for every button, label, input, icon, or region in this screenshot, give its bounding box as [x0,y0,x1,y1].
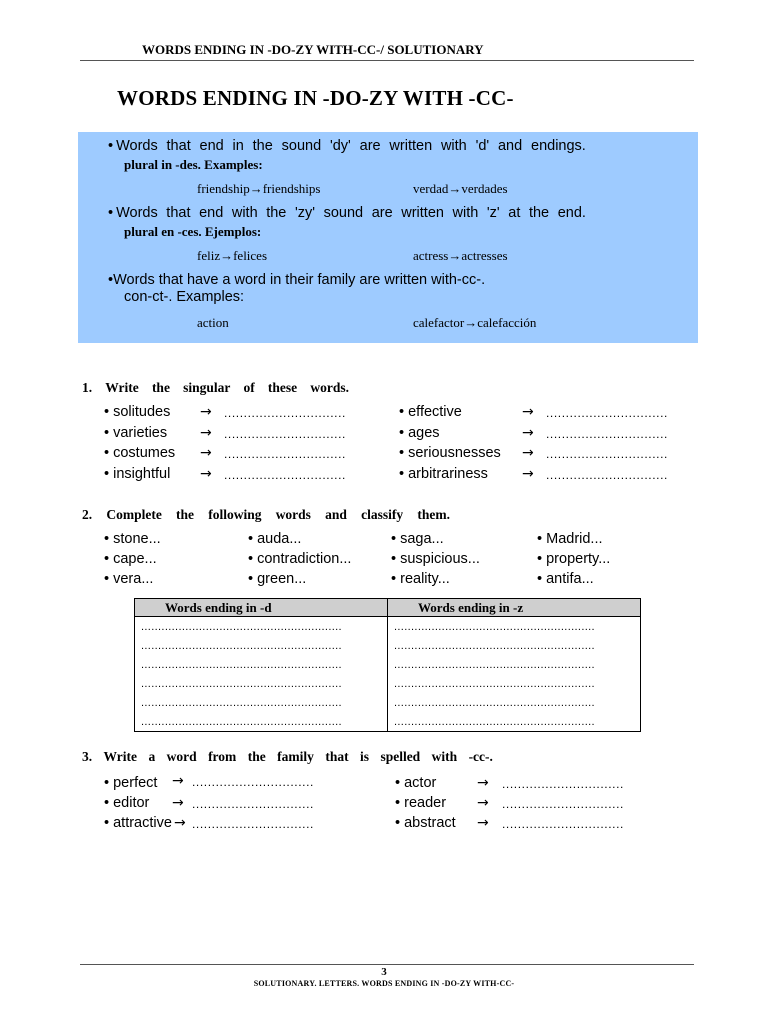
exercise-3-item: • editor [104,795,150,811]
exercise-1-title: 1. Write the singular of these words. [82,380,349,395]
table-blank-z[interactable]: ........................................................... [394,659,595,671]
arrow-icon: → [477,815,489,831]
answer-blank[interactable]: ............................... [502,777,624,791]
rule-1-example-2: verdad→verdades [413,181,508,196]
arrow-icon: → [174,815,186,831]
exercise-2-title: 2. Complete the following words and classify them. [82,507,450,522]
table-blank-d[interactable]: ........................................................... [141,640,342,652]
arrow-icon: → [522,425,534,441]
arrow-icon: → [200,445,212,461]
table-blank-z[interactable]: ........................................................... [394,621,595,633]
word-fragment: • property... [537,551,611,567]
table-blank-d[interactable]: ........................................................... [141,678,342,690]
header-rule [80,60,694,61]
word-fragment: • contradiction... [248,551,352,567]
rule-3 [108,272,486,305]
rule-2-text: • Words that end with the 'zy' sound are written with 'z' at the end. [108,205,586,221]
table-blank-z[interactable]: ........................................................... [394,678,595,690]
exercise-1-item: • costumes [104,445,176,461]
page-number: 3 [381,966,387,978]
rule-2-subtitle: plural en -ces. Ejemplos: [124,224,262,239]
rule-3-subtitle: con-ct-. Examples: [124,289,245,305]
word-fragment: • vera... [104,571,154,587]
word-fragment: • stone... [104,531,161,547]
word-fragment: • green... [248,571,307,587]
arrow-icon: → [522,466,534,482]
footer-rule [80,964,694,965]
table-header-d: Words ending in -d [135,599,387,617]
exercise-3-item: • actor [395,775,437,791]
answer-blank[interactable]: ............................... [192,797,314,811]
answer-blank[interactable]: ............................... [502,817,624,831]
answer-blank[interactable]: ............................... [546,427,668,441]
classify-table [134,598,641,732]
rule-3-example-1: action [197,315,229,330]
answer-blank[interactable]: ............................... [546,406,668,420]
exercise-3-item: • abstract [395,815,456,831]
exercise-3-item: • attractive [104,815,172,831]
answer-blank[interactable]: ............................... [502,797,624,811]
exercise-3-item: • perfect [104,775,158,791]
answer-blank[interactable]: ............................... [546,468,668,482]
rule-3-example-2: calefactor→calefacción [413,315,537,330]
rule-1 [108,138,586,172]
exercise-1-item: • solitudes [104,404,171,420]
exercise-1-item: • arbitrariness [399,466,488,482]
footer-text: SOLUTIONARY. LETTERS. WORDS ENDING IN -DO-ZY WITH-CC- [253,979,515,988]
rules-box [78,132,698,343]
exercise-1-item: • insightful [104,466,171,482]
table-blank-d[interactable]: ........................................................... [141,621,342,633]
rule-2-example-1: feliz→felices [197,248,268,263]
arrow-icon: → [522,404,534,420]
arrow-icon: → [200,404,212,420]
rule-1-example-1: friendship→friendships [197,181,321,196]
arrow-icon: → [200,425,212,441]
table-blank-z[interactable]: ........................................................... [394,640,595,652]
rule-2-example-2: actress→actresses [413,248,508,263]
table-blank-z[interactable]: ........................................................... [394,716,595,728]
word-fragment: • auda... [248,531,302,547]
word-fragment: • antifa... [537,571,594,587]
rule-1-text: • Words that end in the sound 'dy' are written with 'd' and endings. [108,138,586,154]
arrow-icon: → [172,773,184,789]
arrow-icon: → [200,466,212,482]
rule-1-subtitle: plural in -des. Examples: [124,157,263,172]
answer-blank[interactable]: ............................... [192,817,314,831]
answer-blank[interactable]: ............................... [224,447,346,461]
table-blank-d[interactable]: ........................................................... [141,659,342,671]
answer-blank[interactable]: ............................... [224,406,346,420]
exercise-1-item: • varieties [104,425,168,441]
answer-blank[interactable]: ............................... [224,468,346,482]
word-fragment: • saga... [391,531,444,547]
answer-blank[interactable]: ............................... [192,775,314,789]
running-header: WORDS ENDING IN -DO-ZY WITH-CC-/ SOLUTIONARY [142,42,484,57]
exercise-3-item: • reader [395,795,447,811]
word-fragment: • reality... [391,571,450,587]
word-fragment: • Madrid... [537,531,603,547]
table-blank-d[interactable]: ........................................................... [141,716,342,728]
page-title: WORDS ENDING IN -DO-ZY WITH -CC- [117,86,514,110]
table-blank-z[interactable]: ........................................................... [394,697,595,709]
arrow-icon: → [477,795,489,811]
table-header-z: Words ending in -z [388,599,640,617]
rule-2 [108,205,586,239]
exercise-3-title: 3. Write a word from the family that is spelled with -cc-. [82,749,493,764]
exercise-1-item: • effective [399,404,462,420]
arrow-icon: → [477,775,489,791]
table-divider [387,599,388,731]
word-fragment: • cape... [104,551,157,567]
arrow-icon: → [172,795,184,811]
table-blank-d[interactable]: ........................................................... [141,697,342,709]
exercise-1-item: • seriousnesses [399,445,501,461]
arrow-icon: → [522,445,534,461]
exercise-1-item: • ages [399,425,440,441]
answer-blank[interactable]: ............................... [224,427,346,441]
answer-blank[interactable]: ............................... [546,447,668,461]
rule-3-text: •Words that have a word in their family are written with-cc-. [108,272,486,288]
word-fragment: • suspicious... [391,551,480,567]
